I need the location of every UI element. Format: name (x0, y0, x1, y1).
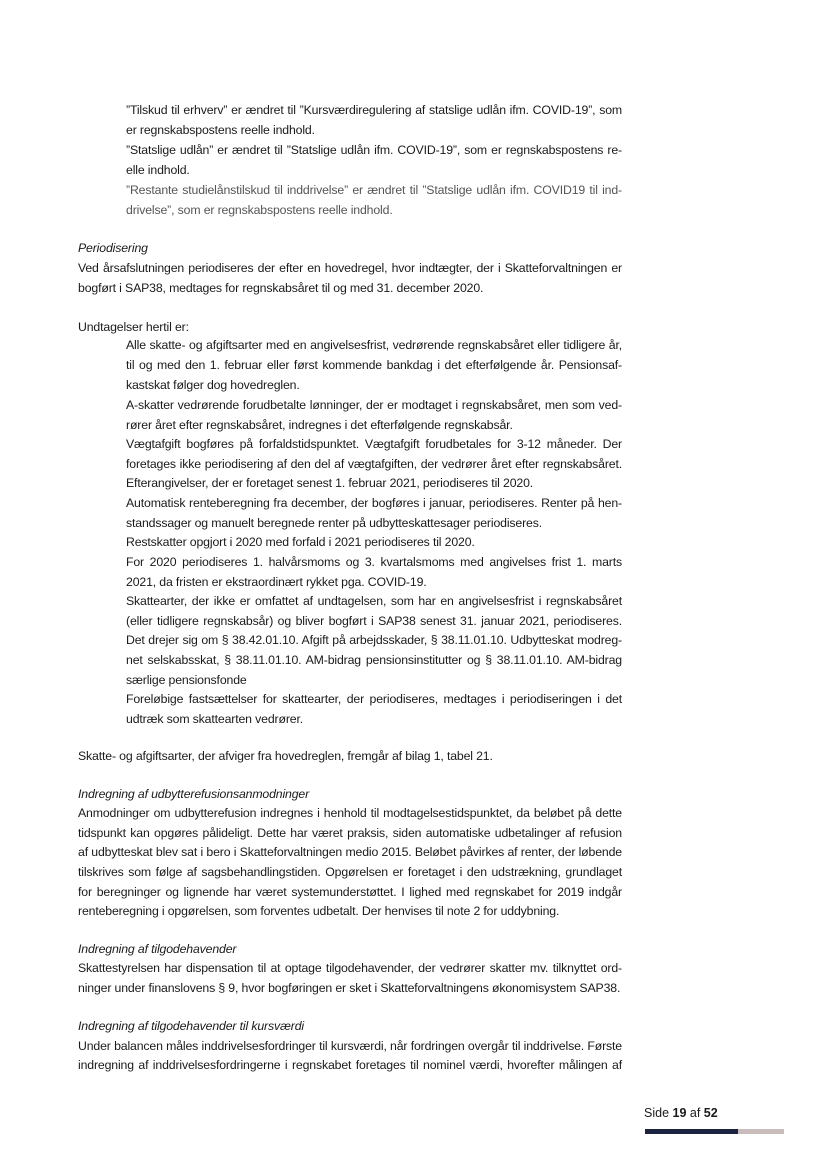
undtagelser-line: For 2020 periodiseres 1. halvårsmoms og 3. kvartalsmoms med angivelses frist 1. marts (126, 555, 622, 569)
undtagelser-line: rører året efter regnskabsåret, indregnes i det efterfølgende regnskabsår. (126, 418, 513, 432)
undtagelser-line: Skattearter, der ikke er omfattet af undtagelsen, som har en angivelsesfrist i regnskabsåret (126, 594, 622, 608)
section-heading: Indregning af tilgodehavender (78, 942, 237, 956)
footer-bar-primary (645, 1129, 738, 1134)
undtagelser-line: Foreløbige fastsættelser for skattearter, der periodiseres, medtages i periodiseringen i det (126, 692, 622, 706)
paragraph-line: tilskrives som følge af sagsbehandlingstiden. Opgørelsen er foretaget i den udstrækning, grundlaget (78, 865, 622, 879)
undtagelser-line: net selskabsskat, § 38.11.01.10. AM-bidrag pensionsinstitutter og § 38.11.01.10. AM-bidrag (126, 653, 622, 667)
undtagelser-line: Vægtafgift bogføres på forfaldstidspunktet. Vægtafgift forudbetales for 3-12 måneder. Der (126, 437, 622, 451)
undtagelser-line: (eller tidligere regnskabsår) og bliver bogført i SAP38 senest 31. januar 2021, periodiseres. (126, 614, 622, 628)
undtagelser-line: kastskat følger dog hovedreglen. (126, 378, 300, 392)
undtagelser-line: Det drejer sig om § 38.42.01.10. Afgift på arbejdsskader, § 38.11.01.10. Udbytteskat modreg- (126, 633, 622, 647)
undtagelser-line: 2021, da fristen er ekstraordinært rykket pga. COVID-19. (126, 575, 427, 589)
paragraph-line: bogført i SAP38, medtages for regnskabsåret til og med 31. december 2020. (78, 281, 484, 295)
footer-bar-accent (738, 1129, 784, 1134)
paragraph-line: renteberegning i opgørelsen, som forventes udbetalt. Der henvises til note 2 for uddybning. (78, 904, 560, 918)
section-heading: Periodisering (78, 241, 148, 255)
undtagelser-line: særlige pensionsfonde (126, 673, 247, 687)
page-number (644, 1106, 718, 1120)
top-list-line: drivelse”, som er regnskabspostens reelle indhold. (126, 203, 393, 217)
undtagelser-line: Restskatter opgjort i 2020 med forfald i 2021 periodiseres til 2020. (126, 535, 475, 549)
paragraph-line: Under balancen måles inddrivelsesfordringer til kursværdi, når fordringen overgår til inddrivelse. Første (78, 1039, 622, 1053)
top-list-line: ”Restante studielånstilskud til inddrivelse” er ændret til ”Statslige udlån ifm. COVID19 til ind- (126, 183, 622, 197)
undtagelser-line: til og med den 1. februar eller først kommende bankdag i det efterfølgende år. Pensionsaf- (126, 358, 622, 372)
top-list-line: er regnskabspostens reelle indhold. (126, 123, 315, 137)
undtagelser-intro: Undtagelser hertil er: (78, 320, 189, 334)
undtagelser-line: A-skatter vedrørende forudbetalte lønninger, der er modtaget i regnskabsåret, men som ved- (126, 398, 622, 412)
afviger-paragraph: Skatte- og afgiftsarter, der afviger fra hovedreglen, fremgår af bilag 1, tabel 21. (78, 749, 493, 763)
page-number-total: 52 (703, 1106, 718, 1120)
top-list-line: elle indhold. (126, 163, 190, 177)
undtagelser-line: Efterangivelser, der er foretaget senest 1. februar 2021, periodiseres til 2020. (126, 476, 534, 490)
undtagelser-line: foretages ikke periodisering af den del af vægtafgiften, der vedrører året efter regnskabsåret. (126, 457, 622, 471)
undtagelser-line: udtræk som skattearten vedrører. (126, 712, 303, 726)
top-list-line: ”Statslige udlån” er ændret til ”Statslige udlån ifm. COVID-19”, som er regnskabspostens re- (126, 143, 622, 157)
undtagelser-line: standssager og manuelt beregnede renter på udbytteskattesager periodiseres. (126, 516, 542, 530)
section-heading: Indregning af tilgodehavender til kursværdi (78, 1019, 304, 1033)
paragraph-line: Anmodninger om udbytterefusion indregnes i henhold til modtagelsestidspunktet, da beløbet på dette (78, 806, 622, 820)
paragraph-line: indregning af inddrivelsesfordringerne i regnskabet foretages til nominel værdi, hvorefter målingen af (78, 1058, 622, 1072)
page-number-prefix: Side (644, 1106, 673, 1120)
section-heading: Indregning af udbytterefusionsanmodninger (78, 787, 310, 801)
undtagelser-line: Alle skatte- og afgiftsarter med en angivelsesfrist, vedrørende regnskabsåret eller tidligere år, (126, 338, 622, 352)
page-number-middle: af (686, 1106, 704, 1120)
paragraph-line: ninger under finanslovens § 9, hvor bogføringen er sket i Skatteforvaltningens økonomisystem SAP38. (78, 981, 621, 995)
paragraph-line: Skattestyrelsen har dispensation til at optage tilgodehavender, der vedrører skatter mv. tilknyttet ord- (78, 961, 622, 975)
paragraph-line: Ved årsafslutningen periodiseres der efter en hovedregel, hvor indtægter, der i Skatteforvaltningen er (78, 261, 622, 275)
paragraph-line: tidspunkt kan opgøres pålideligt. Dette har været praksis, siden automatiske udbetalinger af refusion (78, 826, 622, 840)
paragraph-line: af udbytteskat blev sat i bero i Skatteforvaltningen medio 2015. Beløbet påvirkes af renter, der løbende (78, 845, 622, 859)
undtagelser-line: Automatisk renteberegning fra december, der bogføres i januar, periodiseres. Renter på hen- (126, 496, 622, 510)
paragraph-line: for beregninger og lignende har været systemunderstøttet. I lighed med regnskabet for 2019 indgår (78, 885, 622, 899)
top-list-line: ”Tilskud til erhverv” er ændret til ”Kursværdiregulering af statslige udlån ifm. COVID-19”, som (126, 103, 622, 117)
page-number-current: 19 (672, 1106, 687, 1120)
